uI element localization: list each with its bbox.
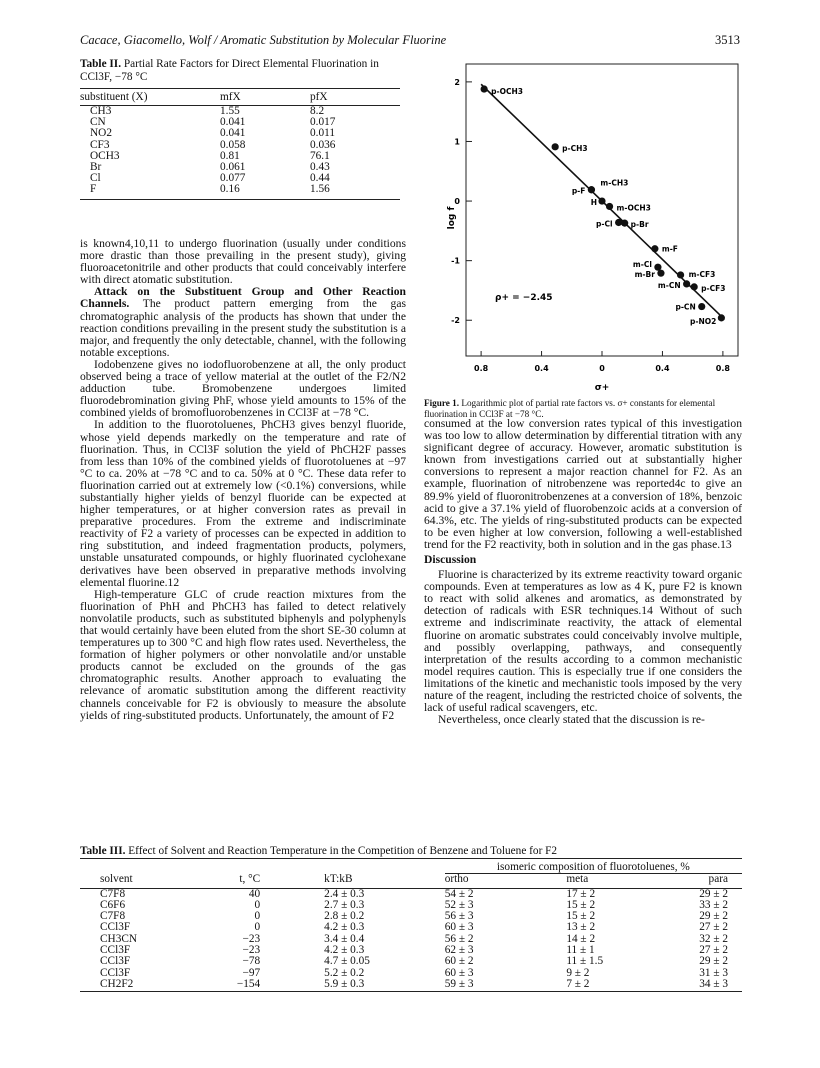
table-cell: 2.7 ± 0.3	[324, 898, 365, 911]
table-cell: Cl	[90, 172, 101, 185]
paragraph: is known4,10,11 to undergo fluorination (usually under conditions more drastic than those prevailing in the present study), giving fluoroacetonitrile and other products that could conceivably interfere with direct atomatic substitution.	[80, 237, 406, 287]
table3-caption	[80, 845, 742, 857]
table-cell: 29 ± 2	[699, 955, 728, 968]
table-row	[80, 979, 742, 992]
data-point	[481, 85, 488, 92]
running-header	[80, 33, 740, 51]
point-label: m-Br	[634, 270, 655, 280]
point-label: p-CH3	[562, 143, 588, 153]
table-cell: C7F8	[100, 887, 126, 900]
table-cell: 27 ± 2	[699, 921, 728, 934]
table-cell: 14 ± 2	[566, 932, 596, 945]
paragraph-text: The product pattern emerging from the gas chromatographic analysis of the products has shown that under the reaction conditions prevailing in the present study the substitution is a major, and frequently the only detectable, channel, with the following notable exceptions.	[80, 297, 406, 359]
point-label: m-OCH3	[616, 203, 651, 213]
data-point	[718, 314, 725, 321]
data-point	[677, 271, 684, 278]
table2-header: pfX	[310, 89, 400, 106]
table-cell: 8.2	[310, 105, 325, 117]
table-cell: 56 ± 2	[444, 932, 474, 945]
table-cell: 9 ± 2	[566, 966, 590, 979]
running-title: Cacace, Giacomello, Wolf / Aromatic Substitution by Molecular Fluorine	[80, 33, 447, 47]
table-cell: 32 ± 2	[699, 932, 728, 945]
y-tick-label: 1	[454, 137, 460, 147]
x-axis-label: σ+	[594, 383, 610, 393]
table-cell: CF3	[90, 138, 110, 151]
table-row	[80, 128, 400, 139]
figure1-caption	[424, 398, 742, 419]
table-cell: CH3CN	[100, 932, 138, 945]
table2	[80, 88, 400, 200]
table-cell: 0.041	[220, 116, 246, 129]
y-tick-label: 2	[454, 77, 460, 87]
table-cell: 13 ± 2	[566, 921, 596, 934]
point-label: p-OCH3	[491, 87, 523, 97]
table3-header: t, °C	[194, 874, 284, 888]
table-cell: 76.1	[310, 149, 330, 162]
table-row	[80, 900, 742, 911]
table-cell: −78	[242, 955, 261, 968]
table-cell: 60 ± 3	[444, 966, 474, 979]
table-cell: −154	[194, 979, 284, 992]
figure-caption-text: Logarithmic plot of partial rate factors vs. σ+ constants for elemental fluorination in CCl3F at −78 °C.	[424, 398, 716, 419]
table-cell: 0	[254, 910, 261, 923]
data-point	[588, 186, 595, 193]
table-cell: NO2	[90, 127, 112, 140]
data-point	[698, 303, 705, 310]
paragraph: Fluorine is characterized by its extreme reactivity toward organic compounds. Even at temperatures as low as 4 K, pure F2 is known to react with solid alkenes and aromatics, as demonstrated by detection of radicals with ESR techniques.14 Without of such extreme and indiscriminate reactivity, the attack of elemental fluorine on aromatic substrates could conceivably involve multiple, and possibly overlapping, pathways, and consequently interpretation of the results according to a common mechanistic model requires caution. This is especially true if one considers the limitations of the kinetic and mechanistic tools imposed by the very nature of the reagent, including the restricted choice of solvents, the lack of useful radical scavengers, etc.	[424, 568, 742, 715]
table-row	[80, 968, 742, 979]
point-label: m-F	[661, 244, 678, 254]
paragraph: Iodobenzene gives no iodofluorobenzene at all, the only product observed being a trace of yellow material at the outlet of the F2/N2 adduction tube. Bromobenzene undergoes limited fluorodebromination giving PhF, whose yield amounts to 15% of the combined yields of bromofluorobenzenes in CCl3F at −78 °C.	[80, 357, 406, 420]
left-column-text	[80, 238, 406, 722]
point-label: p-Cl	[596, 219, 613, 229]
table-cell: 0.81	[220, 149, 240, 162]
point-label: m-CN	[657, 280, 681, 290]
y-tick-label: -2	[451, 316, 460, 326]
table-cell: 0.44	[310, 172, 330, 185]
table-cell: 4.2 ± 0.3	[324, 944, 365, 957]
paragraph: consumed at the low conversion rates typical of this investigation was too low to allow determination by differential titration with any significant degree of accuracy. However, aromatic substitution is known from investigations carried out at substantially higher conversions to represent a major reaction channel for F2. As an example, fluorination of nitrobenzene was reported4c to give an 89.9% yield of fluoronitrobenzenes at a conversion of 18%, benzoic acid to give a 37.1% yield of fluorobenzoic acids at a conversion of 64.3%, etc. The yields of ring-substituted products can be expected to be even higher at low conversion, following a well-established trend for the F2 reactivity, both in solution and in the gas phase.13	[424, 417, 742, 551]
table-row	[80, 922, 742, 933]
section-heading: Discussion	[424, 553, 477, 567]
x-tick-label: 0	[599, 364, 605, 373]
table-cell: 0.061	[220, 161, 246, 174]
table-cell: CH2F2	[80, 979, 194, 992]
data-point	[606, 203, 613, 210]
table3-group-header: isomeric composition of fluorotoluenes, %	[445, 859, 742, 874]
table-cell: C6F6	[100, 898, 126, 911]
y-tick-label: 0	[454, 197, 460, 207]
x-tick-label: 0.8	[715, 364, 730, 373]
point-label: p-CF3	[701, 283, 726, 293]
data-point	[683, 280, 690, 287]
y-axis-label: log f	[447, 206, 457, 230]
table-cell: 0.011	[310, 127, 335, 140]
table3-header: kT:kB	[284, 874, 445, 888]
table-cell: 27 ± 2	[699, 944, 728, 957]
figure-caption-label: Figure 1.	[424, 398, 460, 408]
table-cell: 29 ± 2	[699, 887, 728, 900]
table-cell: −23	[242, 944, 261, 957]
table-cell: CCl3F	[100, 944, 131, 957]
table-cell: 60 ± 3	[444, 921, 474, 934]
table-row	[80, 184, 400, 199]
table-cell: 56 ± 3	[444, 910, 474, 923]
data-point	[621, 220, 628, 227]
table-cell: 0.017	[310, 116, 336, 129]
x-tick-label: 0.8	[474, 364, 489, 373]
table-cell: CN	[90, 116, 106, 129]
table-cell: 62 ± 3	[444, 944, 474, 957]
table-cell: 0.16	[220, 184, 310, 199]
table3-header: meta	[526, 874, 655, 888]
right-column-text	[424, 418, 742, 726]
table3-header: para	[655, 874, 742, 888]
point-label: p-F	[571, 186, 586, 196]
table-cell: 11 ± 1	[566, 944, 595, 957]
table-cell: C7F8	[100, 910, 126, 923]
table-cell: 60 ± 2	[444, 955, 474, 968]
rho-label: ρ+ = −2.45	[495, 293, 553, 303]
data-point	[598, 197, 605, 204]
table3-header: solvent	[80, 874, 194, 888]
run-in-heading: Attack on the Substituent Group and Other Reaction Channels.	[80, 285, 406, 311]
x-tick-label: 0.4	[655, 364, 670, 373]
table-cell: 0	[254, 921, 261, 934]
table-cell: 11 ± 1.5	[566, 955, 604, 968]
table-cell: 0.041	[220, 127, 246, 140]
point-label: p-Br	[630, 220, 649, 230]
table2-caption-label: Table II.	[80, 58, 122, 70]
point-label: m-CF3	[688, 269, 716, 279]
table3-caption-label: Table III.	[80, 845, 126, 857]
table-cell: 0.077	[220, 172, 246, 185]
table-cell: 1.56	[310, 184, 400, 199]
table-cell: 17 ± 2	[566, 887, 596, 900]
table-cell: 0.036	[310, 138, 336, 151]
table-row	[80, 173, 400, 184]
table-cell: 7 ± 2	[526, 979, 655, 992]
table-row	[80, 888, 742, 900]
figure1-chart	[445, 58, 745, 394]
table2-header: substituent (X)	[80, 89, 220, 106]
point-label: p-CN	[675, 302, 696, 312]
table-cell: 3.4 ± 0.4	[324, 932, 365, 945]
table2-caption	[80, 58, 410, 84]
data-point	[657, 270, 664, 277]
table3-caption-text: Effect of Solvent and Reaction Temperature in the Competition of Benzene and Toluene for F2	[128, 845, 558, 857]
paragraph: High-temperature GLC of crude reaction mixtures from the fluorination of PhH and PhCH3 has failed to detect relatively nonvolatile products, such as substituted biphenyls and polyphenyls that would certainly have been eluted from the short SE-30 column at temperatures up to 300 °C and high flow rates used. Nevertheless, the formation of higher polymers or other nonvolatile and/or unstable products cannot be excluded on the grounds of the gas chromatographic results. Another approach to evaluating the relevance of aromatic substitution among the different reactivity channels conceivable for F2 is obviously to measure the absolute yields of ring-substituted products. Unfortunately, the amount of F2	[80, 587, 406, 722]
table-cell: 4.7 ± 0.05	[324, 955, 370, 968]
table-cell: CCl3F	[100, 966, 131, 979]
table-cell: 15 ± 2	[566, 910, 596, 923]
table-cell: 33 ± 2	[699, 898, 728, 911]
table-cell: 5.9 ± 0.3	[284, 979, 445, 992]
table2-header: mfX	[220, 89, 310, 106]
x-tick-label: 0.4	[534, 364, 549, 373]
table-cell: CCl3F	[100, 955, 131, 968]
point-label: m-Cl	[632, 260, 652, 270]
table-cell: F	[80, 184, 220, 199]
table-cell: 5.2 ± 0.2	[324, 966, 365, 979]
table-cell: 52 ± 3	[444, 898, 474, 911]
table-cell: 59 ± 3	[445, 979, 527, 992]
table-cell: OCH3	[90, 149, 120, 162]
table-cell: 4.2 ± 0.3	[324, 921, 365, 934]
paragraph	[80, 286, 406, 359]
table-cell: 34 ± 3	[655, 979, 742, 992]
y-tick-label: -1	[451, 256, 460, 266]
point-label: H	[590, 198, 597, 208]
plot-frame	[466, 64, 738, 356]
table-cell: 15 ± 2	[566, 898, 596, 911]
table2-caption-text: Partial Rate Factors for Direct Elemental Fluorination in CCl3F, −78 °C	[80, 58, 379, 83]
table-row	[80, 934, 742, 945]
table3-header: ortho	[445, 874, 527, 888]
table-cell: 1.55	[220, 105, 240, 117]
data-point	[552, 143, 559, 150]
table-cell: 0	[254, 898, 261, 911]
table-cell: −97	[242, 966, 261, 979]
table-row	[80, 945, 742, 956]
table-row	[80, 956, 742, 967]
page-number: 3513	[715, 33, 740, 47]
table-cell: Br	[90, 161, 102, 174]
table-cell: 2.4 ± 0.3	[324, 887, 365, 900]
table3	[80, 858, 742, 992]
paragraph: In addition to the fluorotoluenes, PhCH3 gives benzyl fluoride, whose yield depends markedly on the temperature and rate of fluorination. Thus, in CCl3F solution the yield of PhCH2F passes from less than 10% of the combined yields of fluorotoluenes at −97 °C to ca. 20% at −78 °C and to ca. 50% at 0 °C. These data refer to fluorination carried out at extremely low (<0.1%) conversions, while substantially higher yields of benzyl fluoride can be expected at higher temperatures, or at higher conversion rates as prevail in preparative procedures. From the extreme and indiscriminate reactivity of F2 a variety of processes can be expected in addition to ring substitution, and indeed fragmentation products, polymers, unstable unsaturated compounds, or highly fluorinated cyclohexane derivatives have been observed in preparative methods involving elemental fluorine.12	[80, 418, 406, 589]
table-cell: 29 ± 2	[699, 910, 728, 923]
table-cell: −23	[242, 932, 261, 945]
table-cell: 0.058	[220, 138, 246, 151]
data-point	[651, 245, 658, 252]
table-cell: 54 ± 2	[444, 887, 474, 900]
table-cell: CCl3F	[100, 921, 131, 934]
data-point	[691, 283, 698, 290]
table-cell: 0.43	[310, 161, 330, 174]
point-label: p-NO2	[690, 316, 717, 326]
paragraph: Nevertheless, once clearly stated that the discussion is re-	[438, 713, 705, 727]
table-row	[80, 911, 742, 922]
point-label: m-CH3	[600, 178, 629, 188]
table-cell: 31 ± 3	[699, 966, 728, 979]
table-cell: 40	[248, 887, 261, 900]
table-row	[80, 140, 400, 151]
table-cell: 2.8 ± 0.2	[324, 910, 365, 923]
table-cell: CH3	[90, 105, 112, 117]
